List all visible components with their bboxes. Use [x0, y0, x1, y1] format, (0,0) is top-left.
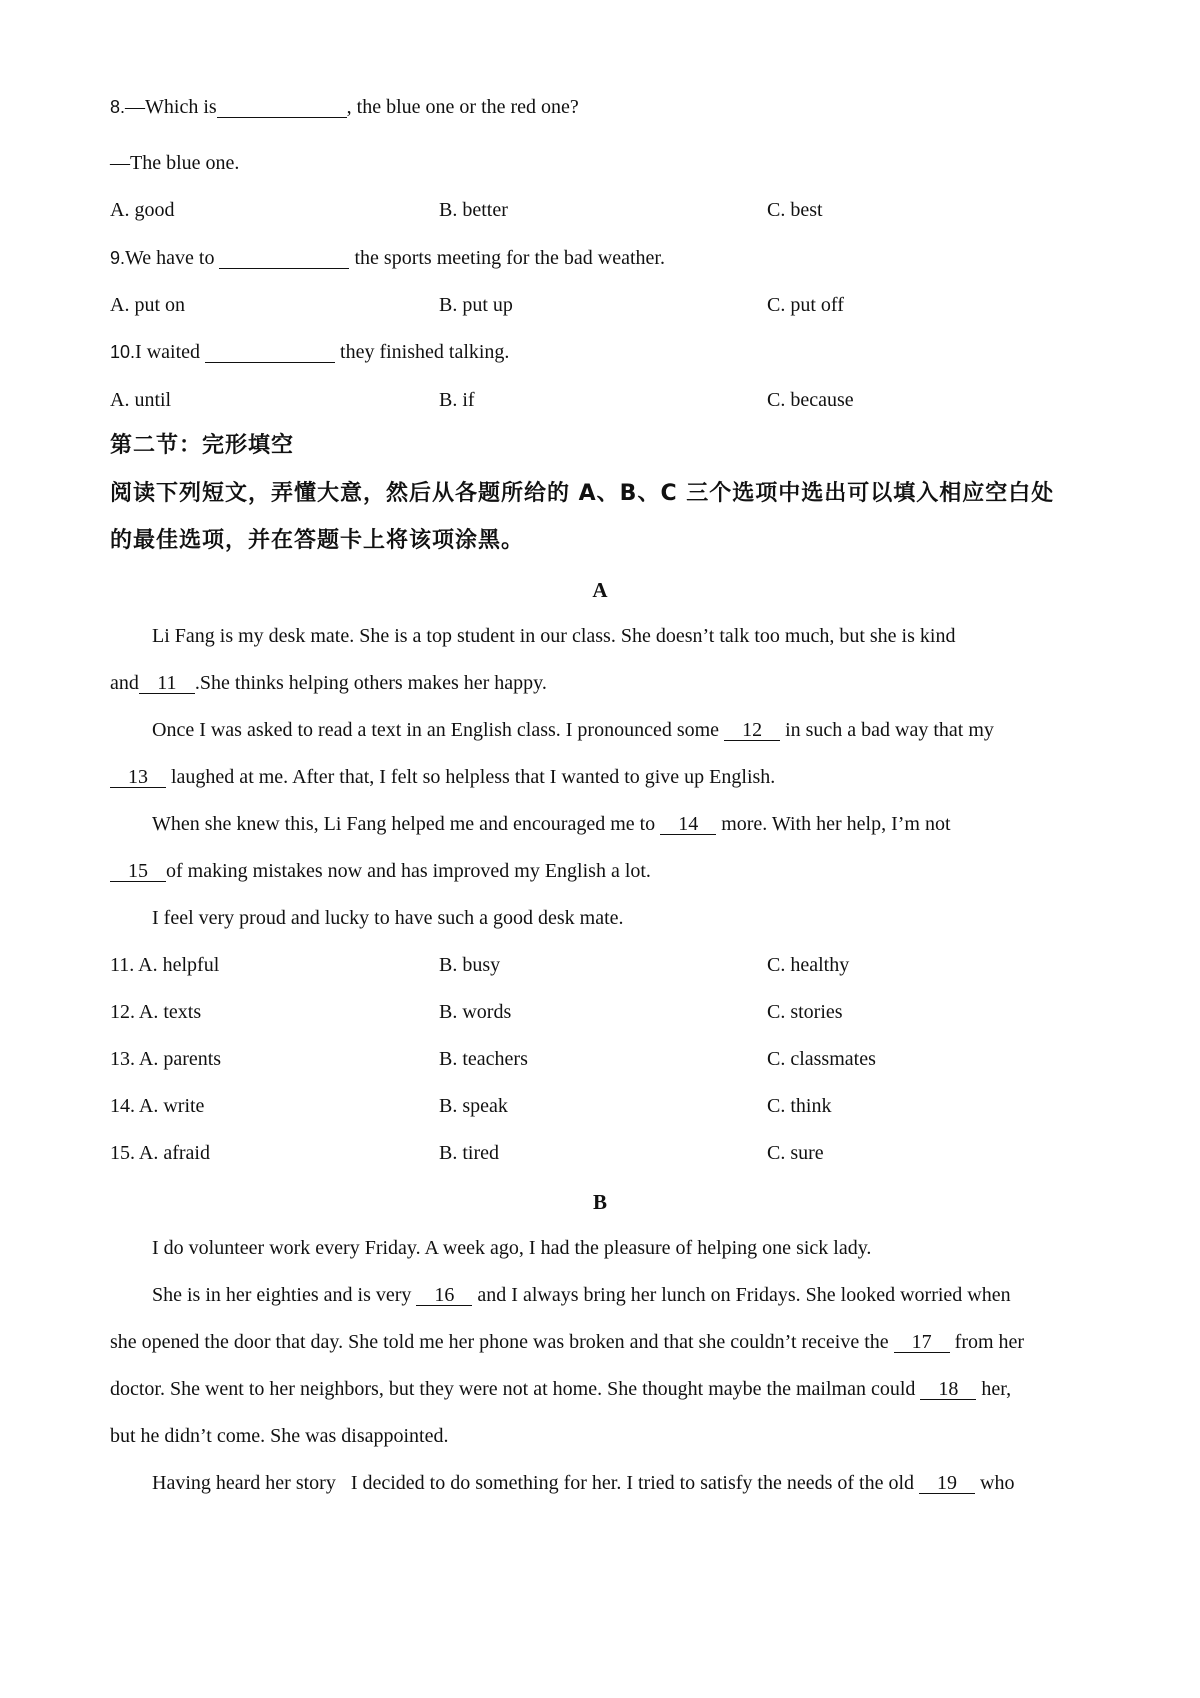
option-b: B. if	[439, 389, 475, 411]
section-title: 第二节：完形填空	[110, 433, 295, 458]
question-text-after: they finished talking.	[335, 341, 510, 363]
question-text-after: the sports meeting for the bad weather.	[349, 247, 665, 269]
question-text-after: , the blue one or the red one?	[346, 96, 579, 118]
text: doctor. She went to her neighbors, but they were not at home. She thought maybe the mailman could	[110, 1378, 921, 1400]
answer-blank	[217, 97, 347, 118]
passage-a-paragraph-4: I feel very proud and lucky to have such a good desk mate.	[152, 907, 624, 929]
passage-a-paragraph-3-line-1	[152, 812, 951, 836]
answer-blank	[219, 248, 349, 269]
option-b: B. speak	[439, 1095, 508, 1117]
blank-14: 14	[660, 814, 716, 835]
blank-19: 19	[919, 1473, 975, 1494]
section-instruction-line-1: 阅读下列短文，弄懂大意，然后从各题所给的 A、B、C 三个选项中选出可以填入相应空白处	[110, 481, 1055, 506]
text: Once I was asked to read a text in an English class. I pronounced some	[152, 719, 725, 741]
option-c: C. think	[767, 1095, 832, 1117]
option-c: C. because	[767, 389, 854, 411]
option-b: B. put up	[439, 294, 513, 316]
blank-13: 13	[110, 767, 166, 788]
option-c: C. healthy	[767, 954, 850, 976]
option-a: A. until	[110, 389, 172, 411]
blank-12: 12	[724, 720, 780, 741]
blank-17: 17	[894, 1332, 950, 1353]
passage-a-paragraph-2-line-2	[110, 765, 775, 789]
passage-b-paragraph-2-line-4: but he didn’t come. She was disappointed.	[110, 1425, 449, 1447]
option-a: 13. A. parents	[110, 1048, 222, 1070]
option-c: C. put off	[767, 294, 844, 316]
question-8-reply: —The blue one.	[110, 152, 240, 174]
question-text-before: —Which is	[125, 96, 217, 118]
option-c: C. stories	[767, 1001, 843, 1023]
option-b: B. busy	[439, 954, 501, 976]
text: who	[975, 1472, 1015, 1494]
question-text-before: I waited	[135, 341, 206, 363]
option-a: 15. A. afraid	[110, 1142, 210, 1164]
passage-a-paragraph-2-line-1	[152, 718, 994, 742]
blank-15: 15	[110, 861, 166, 882]
option-a: 12. A. texts	[110, 1001, 202, 1023]
blank-11: 11	[139, 673, 195, 694]
blank-16: 16	[416, 1285, 472, 1306]
text: her,	[976, 1378, 1012, 1400]
text: She is in her eighties and is very	[152, 1284, 417, 1306]
option-b: B. teachers	[439, 1048, 528, 1070]
passage-b-paragraph-2-line-2	[110, 1330, 1024, 1354]
option-a: 11. A. helpful	[110, 954, 220, 976]
option-c: C. best	[767, 199, 823, 221]
option-b: B. tired	[439, 1142, 499, 1164]
question-9	[110, 246, 665, 270]
text: in such a bad way that my	[780, 719, 994, 741]
text: Having heard her story I decided to do something for her. I tried to satisfy the needs of the old	[152, 1472, 920, 1494]
text: .She thinks helping others makes her happy.	[194, 672, 547, 694]
option-a: 14. A. write	[110, 1095, 205, 1117]
passage-a-heading: A	[592, 578, 608, 602]
answer-blank	[205, 342, 335, 363]
passage-b-paragraph-2-line-3	[110, 1377, 1011, 1401]
passage-b-paragraph-2-line-1	[152, 1283, 1011, 1307]
question-number: 9.	[110, 248, 126, 268]
passage-a-paragraph-1-line-2	[110, 671, 547, 695]
text: laughed at me. After that, I felt so helpless that I wanted to give up English.	[166, 766, 776, 788]
text: from her	[949, 1331, 1025, 1353]
text: she opened the door that day. She told me her phone was broken and that she couldn’t receive the	[110, 1331, 894, 1353]
option-c: C. sure	[767, 1142, 824, 1164]
passage-b-heading: B	[592, 1190, 607, 1214]
question-number: 10.	[110, 342, 136, 362]
option-a: A. put on	[110, 294, 185, 316]
blank-18: 18	[920, 1379, 976, 1400]
text: more. With her help, I’m not	[716, 813, 951, 835]
option-a: A. good	[110, 199, 175, 221]
text: and I always bring her lunch on Fridays. She looked worried when	[472, 1284, 1011, 1306]
passage-b-paragraph-1: I do volunteer work every Friday. A week ago, I had the pleasure of helping one sick lady.	[152, 1237, 872, 1259]
option-c: C. classmates	[767, 1048, 876, 1070]
question-10	[110, 340, 509, 364]
question-number: 8.	[110, 97, 126, 117]
text: When she knew this, Li Fang helped me and encouraged me to	[152, 813, 661, 835]
option-b: B. better	[439, 199, 508, 221]
passage-a-paragraph-1-line-1: Li Fang is my desk mate. She is a top student in our class. She doesn’t talk too much, but she is kind	[152, 625, 956, 647]
passage-b-paragraph-3	[152, 1471, 1014, 1495]
passage-a-paragraph-3-line-2	[110, 859, 651, 883]
section-instruction-line-2: 的最佳选项，并在答题卡上将该项涂黑。	[110, 528, 525, 553]
text: of making mistakes now and has improved my English a lot.	[166, 860, 651, 882]
question-8	[110, 95, 579, 119]
question-text-before: We have to	[125, 247, 220, 269]
option-b: B. words	[439, 1001, 512, 1023]
text: and	[110, 672, 139, 694]
